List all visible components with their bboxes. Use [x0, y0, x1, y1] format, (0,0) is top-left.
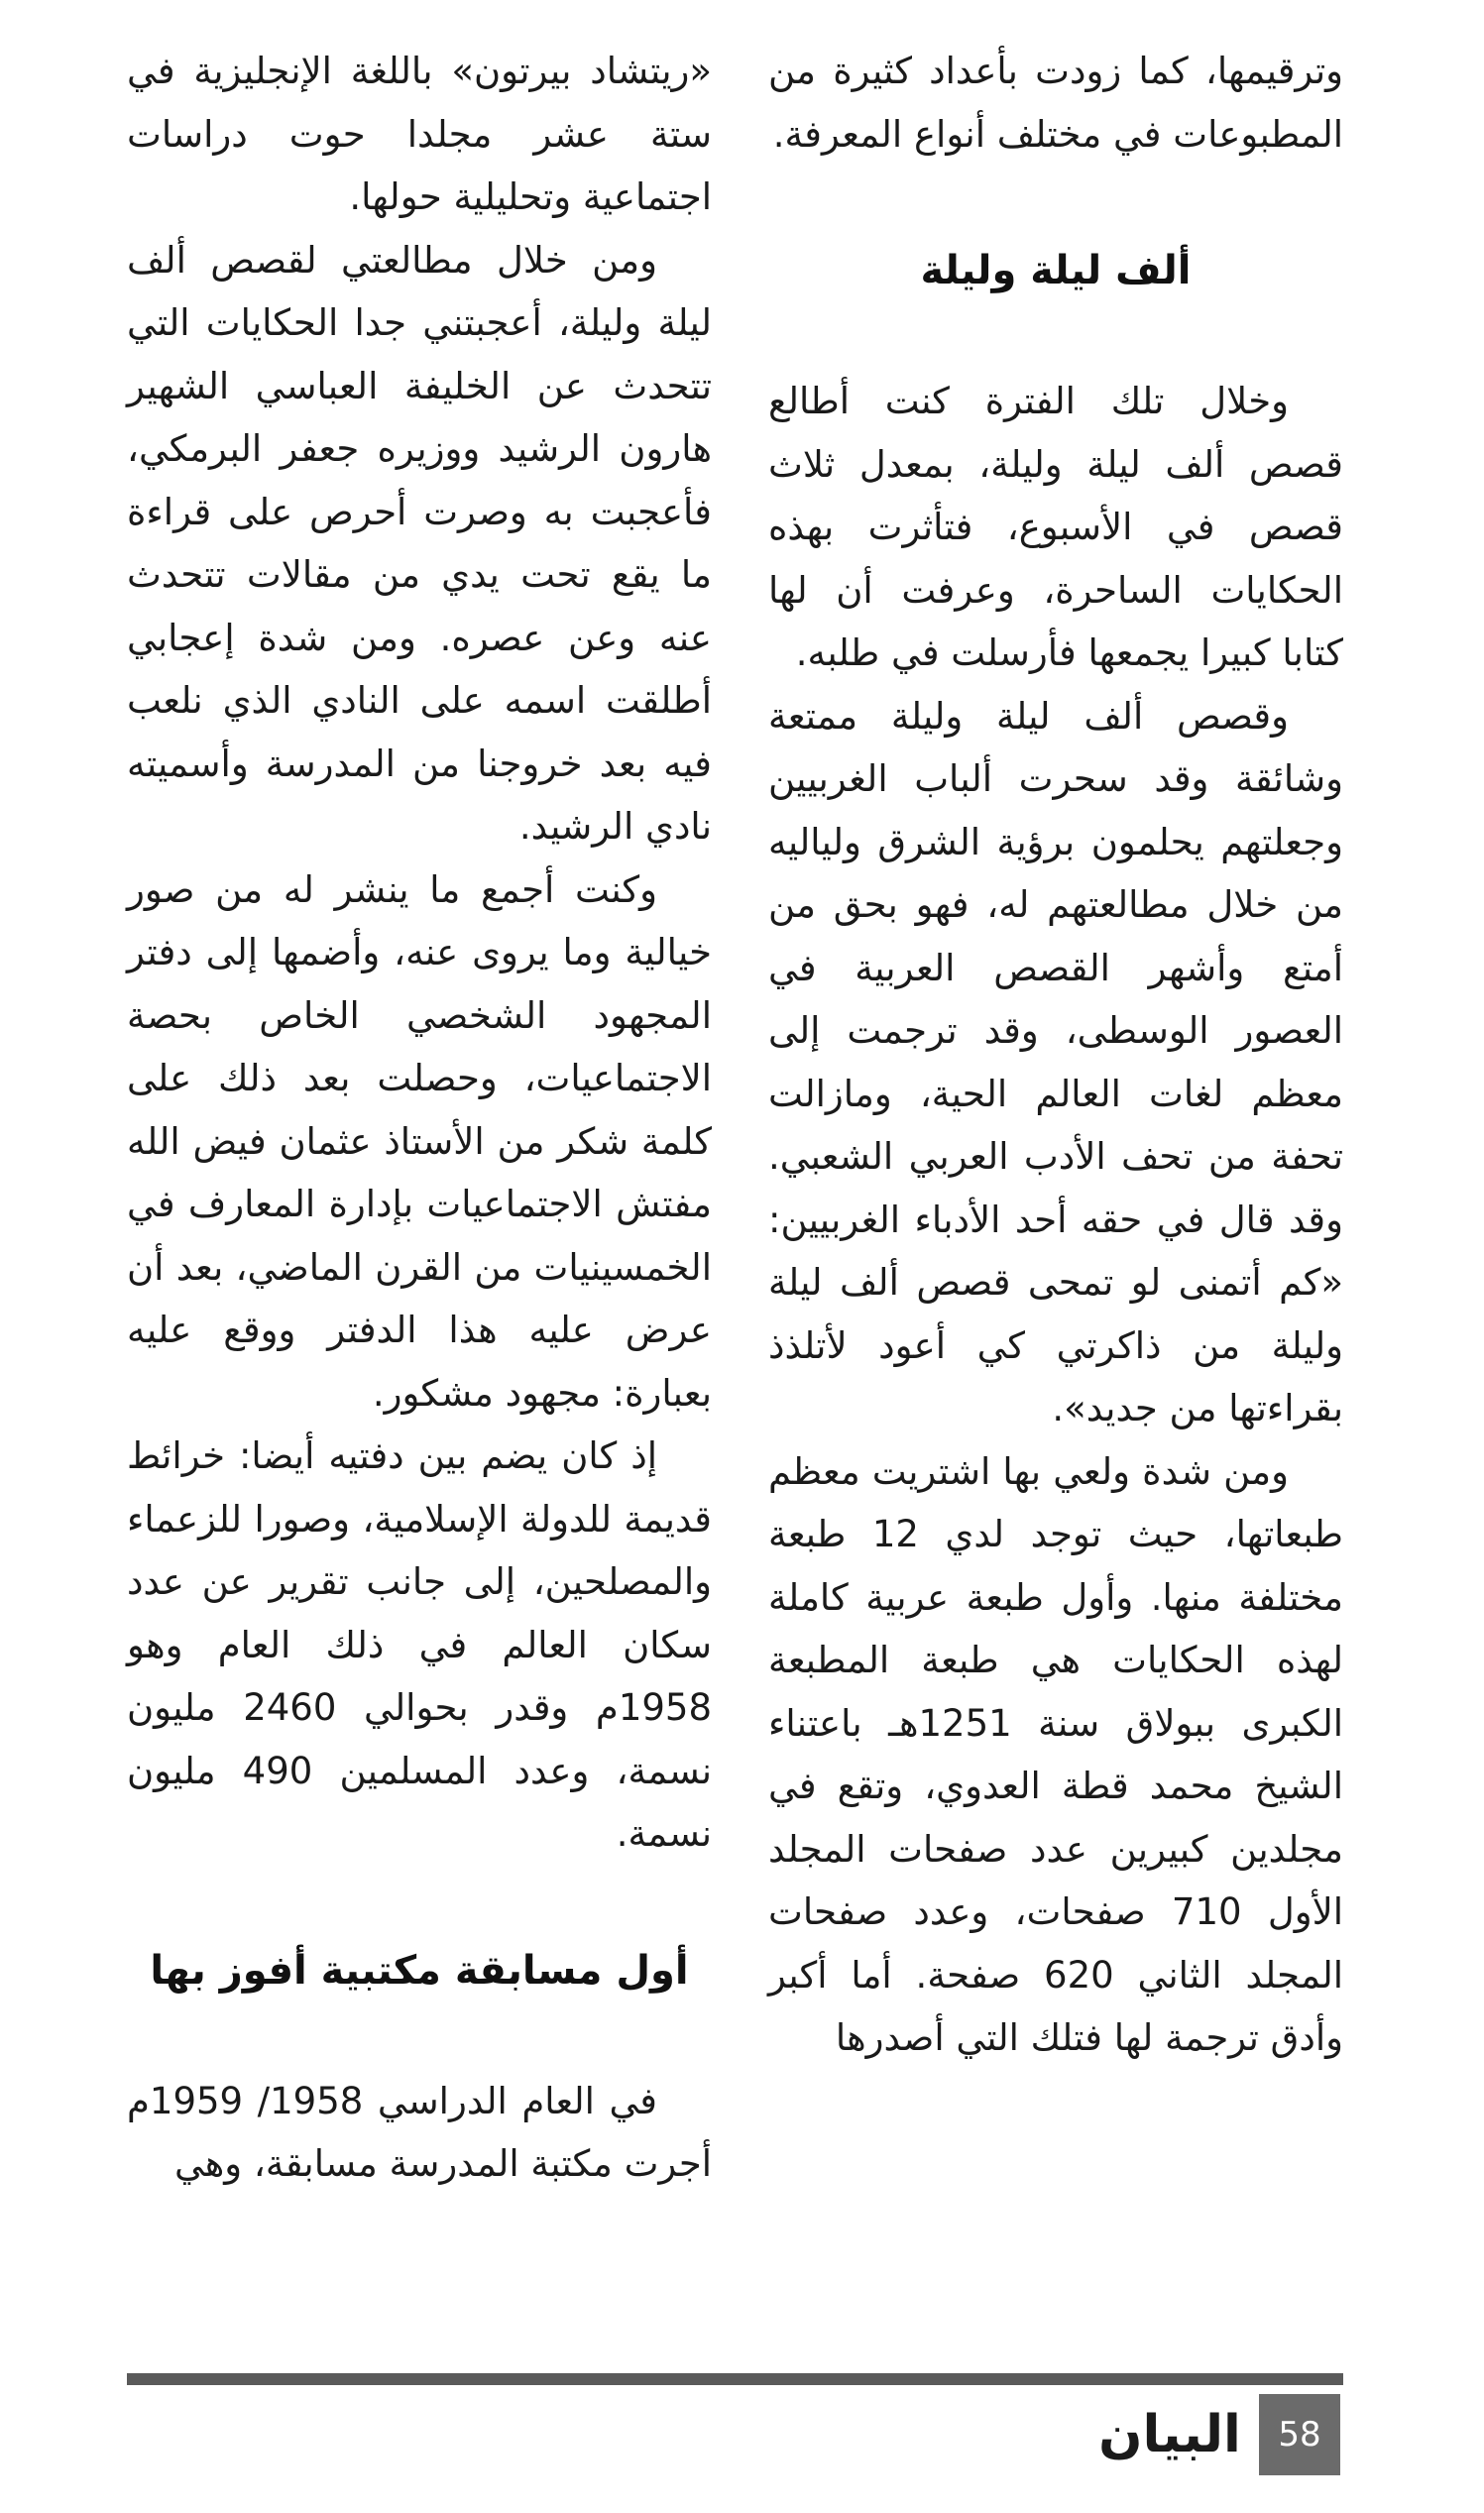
footer-rule	[127, 2373, 1343, 2385]
paragraph: وقصص ألف ليلة وليلة ممتعة وشائقة وقد سحرت ألباب الغربيين وجعلتهم يحلمون برؤية الشرق ولياليه من خلال مطالعتهم له، فهو بحق من أمتع وأشهر القصص العربية في العصور الوسطى، وقد ترجمت إلى معظم لغات العالم الحية، ومازالت تحفة من تحف الأدب العربي الشعبي. وقد قال في حقه أحد الأدباء الغربيين: «كم أتمنى لو تمحى قصص ألف ليلة وليلة من ذاكرتي كي أعود لأتلذذ بقراءتها من جديد».	[768, 694, 1343, 1429]
paragraph: وترقيمها، كما زودت بأعداد كثيرة من المطبوعات في مختلف أنواع المعرفة.	[768, 50, 1343, 156]
section-heading: ألف ليلة وليلة	[920, 248, 1192, 293]
magazine-logo: البيان	[1098, 2405, 1241, 2464]
paragraph: إذ كان يضم بين دفتيه أيضا: خرائط قديمة للدولة الإسلامية، وصورا للزعماء والمصلحين، إلى جانب تقرير عن عدد سكان العالم في ذلك العام وهو 1958م وقدر بحوالي 2460 مليون نسمة، وعدد المسلمين 490 مليون نسمة.	[127, 1434, 713, 1855]
paragraph: وكنت أجمع ما ينشر له من صور خيالية وما يروى عنه، وأضمها إلى دفتر المجهود الشخصي الخاص بحصة الاجتماعيات، وحصلت بعد ذلك على كلمة شكر من الأستاذ عثمان فيض الله مفتش الاجتماعيات بإدارة المعارف في الخمسينيات من القرن الماضي، بعد أن عرض عليه هذا الدفتر ووقع عليه بعبارة: مجهود مشكور.	[127, 867, 712, 1415]
paragraph: ومن خلال مطالعتي لقصص ألف ليلة وليلة، أعجبتني جدا الحكايات التي تتحدث عن الخليفة العباسي الشهير هارون الرشيد ووزيره جعفر البرمكي، فأعجبت به وصرت أحرص على قراءة ما يقع تحت يدي من مقالات تتحدث عنه وعن عصره. ومن شدة إعجابي أطلقت اسمه على النادي الذي نلعب فيه بعد خروجنا من المدرسة وأسميته نادي الرشيد.	[127, 238, 712, 848]
section-heading: أول مسابقة مكتبية أفوز بها	[150, 1947, 689, 1994]
paragraph: ومن شدة ولعي بها اشتريت معظم طبعاتها، حيث توجد لدي 12 طبعة مختلفة منها. وأول طبعة عربية كاملة لهذه الحكايات هي طبعة المطبعة الكبرى ببولاق سنة 1251هـ باعتناء الشيخ محمد قطة العدوي، وتقع في مجلدين كبيرين عدد صفحات المجلد الأول 710 صفحات، وعدد صفحات المجلد الثاني 620 صفحة. أما أكبر وأدق ترجمة لها فتلك التي أصدرها	[768, 1449, 1344, 2059]
article-column-right	[768, 40, 1343, 2070]
paragraph: «ريتشاد بيرتون» باللغة الإنجليزية في ستة عشر مجلدا حوت دراسات اجتماعية وتحليلية حولها.	[127, 50, 712, 218]
paragraph: وخلال تلك الفترة كنت أطالع قصص ألف ليلة وليلة، بمعدل ثلاث قصص في الأسبوع، فتأثرت بهذه الحكايات الساحرة، وعرفت أن لها كتابا كبيرا يجمعها فأرسلت في طلبه.	[768, 380, 1343, 674]
page-number: 58	[1259, 2394, 1340, 2475]
paragraph: في العام الدراسي 1958/ 1959م أجرت مكتبة المدرسة مسابقة، وهي	[127, 2079, 712, 2185]
article-column-left	[127, 40, 712, 2196]
